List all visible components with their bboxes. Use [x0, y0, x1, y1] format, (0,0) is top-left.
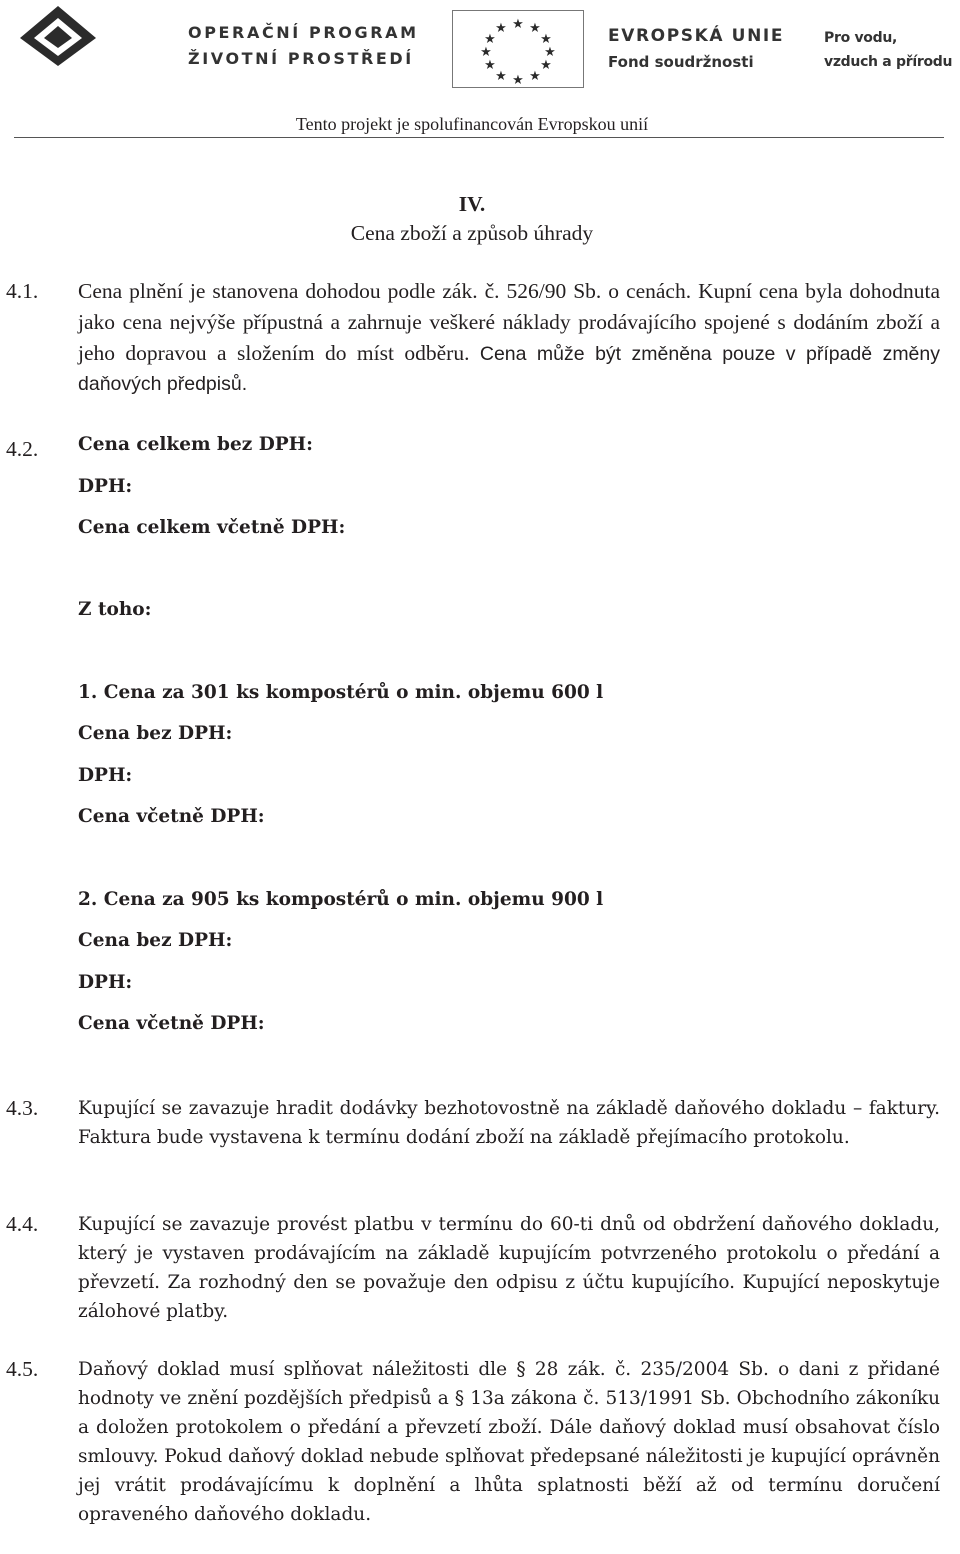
svg-text:★: ★: [544, 45, 556, 60]
tagline-line-1: Pro vodu,: [824, 30, 898, 46]
op-zp-logo-icon: [18, 4, 98, 68]
svg-text:★: ★: [529, 21, 541, 36]
svg-text:★: ★: [484, 32, 496, 47]
page-header: [0, 0, 960, 140]
svg-text:★: ★: [540, 32, 552, 47]
svg-text:★: ★: [495, 21, 507, 36]
item-2-with-vat-label: Cena včetně DPH:: [78, 1013, 265, 1034]
clause-4-1-note: Cena může být změněna pouze v případě změny daňových předpisů.: [78, 343, 940, 395]
clause-4-1-text: [78, 277, 940, 400]
clause-number-4-1: 4.1.: [6, 279, 39, 303]
item-1-title: 1. Cena za 301 ks kompostérů o min. objemu 600 l: [78, 682, 604, 703]
clause-number-4-2: 4.2.: [6, 437, 39, 461]
programme-line-2: ŽIVOTNÍ PROSTŘEDÍ: [188, 49, 414, 68]
svg-text:★: ★: [484, 58, 496, 73]
eu-fund-label: [608, 25, 784, 75]
total-with-vat-label: Cena celkem včetně DPH:: [78, 517, 346, 538]
total-vat-label: DPH:: [78, 476, 133, 497]
header-divider: [14, 137, 944, 138]
item-2-without-vat-label: Cena bez DPH:: [78, 930, 233, 951]
item-2-vat-label: DPH:: [78, 972, 133, 993]
clause-4-3-text: Kupující se zavazuje hradit dodávky bezhotovostně na základě daňového dokladu – faktury. Faktura bude vystavena k termínu dodání zboží na základě přejímacího protokolu.: [78, 1098, 940, 1148]
eu-flag-icon: [452, 10, 584, 88]
clause-4-5-text: Daňový doklad musí splňovat náležitosti dle § 28 zák. č. 235/2004 Sb. o dani z přidané hodnoty ve znění pozdějších předpisů a § 13a zákona č. 513/1991 Sb. Obchodního zákoníku a doložen protokolem o předání a převzetí zboží. Dále daňový doklad musí obsahovat číslo smlouvy. Pokud daňový doklad nebude splňovat předepsané náležitosti je kupující oprávněn jej vrátit prodávajícímu k doplnění a lhůta splatnosti běží až od termínu doručení opraveného daňového dokladu.: [78, 1359, 940, 1525]
programme-line-1: OPERAČNÍ PROGRAM: [188, 23, 419, 42]
total-without-vat-label: Cena celkem bez DPH:: [78, 434, 313, 455]
svg-text:★: ★: [512, 17, 524, 32]
tagline-line-2: vzduch a přírodu: [824, 54, 953, 70]
cofinancing-note: Tento projekt je spolufinancován Evropskou unií: [295, 114, 649, 134]
clause-number-4-5: 4.5.: [6, 1357, 39, 1381]
item-1-without-vat-label: Cena bez DPH:: [78, 723, 233, 744]
eu-title: EVROPSKÁ UNIE: [608, 26, 785, 46]
clause-number-4-3: 4.3.: [6, 1096, 39, 1120]
section-title: Cena zboží a způsob úhrady: [350, 221, 594, 245]
item-1-with-vat-label: Cena včetně DPH:: [78, 806, 265, 827]
clause-number-4-4: 4.4.: [6, 1212, 39, 1236]
svg-text:★: ★: [540, 58, 552, 73]
section-number: IV.: [458, 192, 486, 216]
svg-text:★: ★: [480, 45, 492, 60]
item-2-title: 2. Cena za 905 ks kompostérů o min. objemu 900 l: [78, 889, 604, 910]
svg-text:★: ★: [512, 73, 524, 88]
clause-4-4-text: Kupující se zavazuje provést platbu v termínu do 60-ti dnů od obdržení daňového dokladu, který je vystaven prodávajícím na základě kupujícím potvrzeného protokolu o předání a převzetí. Za rozhodný den se považuje den odpisu z účtu kupujícího. Kupující neposkytuje zálohové platby.: [78, 1214, 940, 1322]
svg-text:★: ★: [529, 69, 541, 84]
tagline: [824, 26, 952, 74]
svg-text:★: ★: [495, 69, 507, 84]
clause-4-1-main: Cena plnění je stanovena dohodou podle zák. č. 526/90 Sb. o cenách. Kupní cena byla dohodnuta jako cena nejvýše přípustná a zahrnuje veškeré náklady prodávajícího spojené s dodáním zboží a jeho dopravou a složením do míst odběru.: [78, 279, 940, 365]
eu-subtitle: Fond soudržnosti: [608, 53, 754, 71]
of-which-label: Z toho:: [78, 599, 152, 620]
item-1-vat-label: DPH:: [78, 765, 133, 786]
programme-name: [188, 20, 419, 72]
